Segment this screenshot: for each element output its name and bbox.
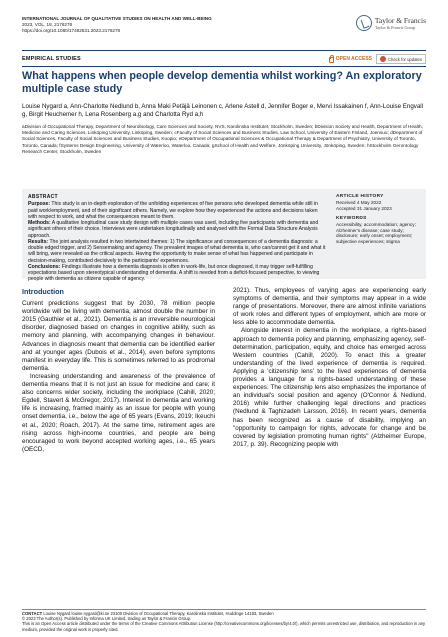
abstract-purpose: Purpose: This study is an in-depth exploration of the unfolding experiences of five persons who developed dementia while still in paid work/employment, and of their significant others. Namely, we explore how they experienced the actions and decisions taken with respect to work, and what the consequences meant to them. xyxy=(28,201,318,220)
copyright-line: © 2023 The Author(s). Published by Informa UK Limited, trading as Taylor & Francis Group. xyxy=(22,616,192,622)
publisher-group: Taylor & Francis Group xyxy=(374,25,416,30)
section-row xyxy=(22,54,426,64)
open-access-label: OPEN ACCESS xyxy=(335,56,372,62)
footer-rule xyxy=(22,609,426,610)
article-title: What happens when people develop dementia whilst working? An exploratory multiple case study xyxy=(22,70,422,95)
section-label: EMPIRICAL STUDIES xyxy=(22,56,81,62)
received-date: Received 4 May 2022 xyxy=(336,199,382,205)
intro-paragraph-3: 2021). Thus, employees of varying ages are experiencing early symptoms of dementia, and their symptoms may appear in a wide range of presentations. Moreover, there are almost infinite variations of work roles and different types of employment, which are more or less able to accommodate dementia. xyxy=(233,287,426,327)
check-updates-label: Check for updates xyxy=(388,56,422,62)
header-rule xyxy=(22,50,426,51)
check-updates-button[interactable] xyxy=(376,54,426,64)
abstract-conclusions: Conclusions: Findings illustrate how a dementia diagnosis is often in work-life, but once diagnosed, it may trigger self-fulfilling expectations based upon stereotypical understanding of dementia. A shift is needed from a deficit-focused perspective, to viewing people with dementia as citizens capable of agency. xyxy=(28,263,320,283)
abstract-results: Results: The joint analysis resulted in two intertwined themes: 1) The significance and consequences of a dementia diagnosis: a double edged trigger, and 2) Sensemaking and agency. The prevalent images of what dementia is, who can/cannot get it and what it will bring, were revealed as the critical aspects. Having the opportunity to make sense of what has happened and participate in decision-making, contributed decisively to the participants' experiences. xyxy=(28,238,326,264)
article-history-heading: ARTICLE HISTORY xyxy=(336,194,384,199)
abstract-box xyxy=(22,189,426,283)
open-access-badge xyxy=(329,55,372,63)
right-column xyxy=(233,287,426,449)
keywords-list: Accessibility, accommodation; agency; Alzheimer's disease; case study; disclosure; early onset; employment; subjective experiences; stigma xyxy=(336,221,416,245)
section-rule xyxy=(22,66,426,67)
intro-paragraph-2: Increasing understanding and awareness of the prevalence of dementia means that it is not just an issue for medicine and care; it also concerns wider society, including the workplace (Cahill, 2020; Egdell, Stavert & McGregor, 2017). Interest in dementia and working life is increasing, framed mainly as an issue for people with young onset dementia, i.e., below the age of 65 years (Evans, 2019; Ikeuchi et al., 2020; Roach, 2017). At the same time, retirement ages are rising across high-income countries, and people are being encouraged to work beyond accepted working ages, i.e., 65 years (OECD, xyxy=(22,372,215,453)
license-line: This is an Open Access article distributed under the terms of the Creative Commons Attribution License (http://creativecommons.org/licenses/by/4.0/), which permits unrestricted use, distribution, and reproduction in any medium, provided the original work is properly cited. xyxy=(22,621,426,632)
article-sidebar xyxy=(336,194,420,274)
keywords-heading: KEYWORDS xyxy=(336,215,367,221)
publisher-logo xyxy=(356,15,426,31)
intro-paragraph-4: Alongside interest in dementia in the workplace, a rights-based approach to dementia policy and planning, emphasizing agency, self-determination, participation, equity, and choice has emerged across Western countries (Cahill, 2020). To enact this a greater understanding of the lived experience of dementia is required. Applying a 'citizenship lens' to the lived experiences of dementia provides a language for a rights-based understanding of these experiences. The citizenship lens also emphasizes the importance of an individual's social position and agency (O'Connor & Nedlund, 2016) while further challenging legal directions and practices (Nedlund & Taghizadeh Larsson, 2016). In recent years, dementia has been recognized as a cause of disability, implying an "opportunity to campaign for rights, advocate for change and be covered by legislation promoting human rights" (Alzheimer Europe, 2017, p. 39). Recognizing people with xyxy=(233,327,426,448)
contact-line: CONTACT Louise Nygard louise.nygard@ki.se 23100 Division of Occupational Therapy, Karolinska Institutet, Huddinge 14183, Sweden xyxy=(22,611,274,616)
journal-volume: 2023, VOL. 18, 2176278 xyxy=(22,22,73,28)
open-lock-icon xyxy=(329,57,334,63)
affiliations: aDivision of Occupational Therapy, Department of Neurobiology, Care Sciences and Society, NVS, Karolinska Institutet, Stockholm, Sweden; bDivision Society and Health, Department of Health, Medicine and Caring Sciences, Linköping University, Linköping, Sweden; cFaculty of Social Sciences and Business Studies, Law School, University of Eastern Finland, Joensuu; dDepartment of Social Sciences, Faculty of Social Sciences and Business Studies, Kuopio; eDepartment of Occupational Sciences & Occupational Therapy & Department of Psychiatry, University of Toronto, Toronto, Canada; fSystems Design Engineering, University of Waterloo, Waterloo, Canada; gSchool of Health and Welfare, Jönköping University, Jönköping, Sweden; hStockholm Gerontology Research Center, Stockholm, Sweden xyxy=(22,124,423,154)
taylor-francis-icon xyxy=(356,15,372,31)
abstract xyxy=(28,194,328,283)
introduction-heading: Introduction xyxy=(22,287,64,296)
abstract-methods: Methods: A qualitative longitudinal case study design with multiple cases was used, including five participants with dementia and significant others of their choice. Interviews were undertaken longitudinally and analysed with the Formal Data Structure Analysis approach. xyxy=(28,220,319,239)
left-column xyxy=(22,288,215,454)
intro-paragraph-1: Current predictions suggest that by 2030, 78 million people worldwide will be living with dementia, almost double the number in 2015 (Gauthier et al., 2021). Dementia is an irreversible neurological disorder, diagnosed based on changes in cognitive ability, such as memory and planning, with accompanying changes in behaviour. Advances in diagnosis meant that dementia can be identified earlier and at younger ages (Dubois et al., 2014), even before symptoms manifest in everyday life. This is sometimes referred to as prodromal dementia. xyxy=(22,300,215,372)
abstract-heading: ABSTRACT xyxy=(28,194,58,200)
journal-doi[interactable]: https://doi.org/10.1080/17482631.2023.2176278 xyxy=(22,28,121,34)
publisher-name: Taylor & Francis xyxy=(374,16,426,25)
crossmark-icon xyxy=(380,56,386,62)
journal-header xyxy=(22,16,282,35)
author-list: Louise Nygard a, Ann-Charlotte Nedlund b, Anna Maki Petäjä Leinonen c, Arlene Astell d, Jennifer Boger e, Mervi Issakainen f, Ann-Louise Engvall g, Birgit Heuchemer h, Lena Rosenberg a,g and Charlotta Ryd a,h xyxy=(22,103,424,119)
journal-name: INTERNATIONAL JOURNAL OF QUALITATIVE STUDIES ON HEALTH AND WELL-BEING xyxy=(22,16,212,21)
accepted-date: Accepted 31 January 2023 xyxy=(336,205,392,211)
page-footer xyxy=(22,611,426,632)
